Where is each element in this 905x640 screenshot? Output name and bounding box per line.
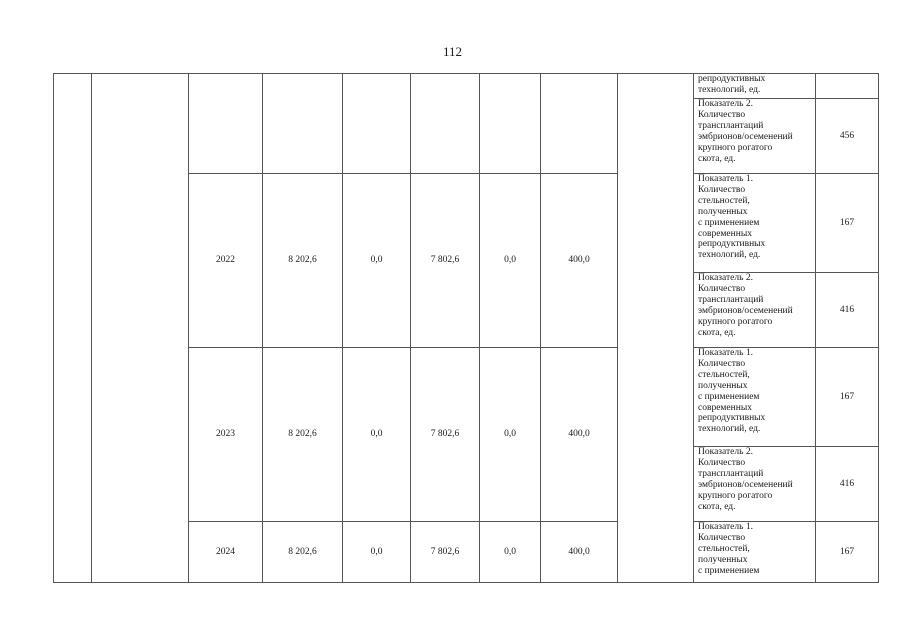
indicator-text: Показатель 2. Количество трансплантаций эмбрионов/осеменений крупного рогатого скота, ед. [694, 99, 816, 174]
regional-cell: 7 802,6 [411, 522, 480, 583]
responsible-cell [618, 74, 694, 583]
total-cell: 8 202,6 [263, 348, 343, 522]
local-cell: 0,0 [480, 348, 541, 522]
indicator-value: 416 [816, 273, 879, 348]
extrabudget-cell [541, 74, 618, 174]
name-cell [92, 74, 189, 583]
regional-cell [411, 74, 480, 174]
indicator-text: Показатель 1. Количество стельностей, полученных с применением [694, 522, 816, 583]
indicator-text: репродуктивных технологий, ед. [694, 74, 816, 99]
federal-cell: 0,0 [343, 522, 411, 583]
indicator-value: 167 [816, 348, 879, 447]
extrabudget-cell: 400,0 [541, 174, 618, 348]
total-cell: 8 202,6 [263, 522, 343, 583]
number-cell [54, 74, 92, 583]
year-cell: 2022 [189, 174, 263, 348]
federal-cell: 0,0 [343, 348, 411, 522]
total-cell [263, 74, 343, 174]
regional-cell: 7 802,6 [411, 348, 480, 522]
indicator-value: 416 [816, 447, 879, 522]
regional-cell: 7 802,6 [411, 174, 480, 348]
page-number: 112 [442, 44, 463, 59]
year-cell: 2024 [189, 522, 263, 583]
indicator-value: 167 [816, 174, 879, 273]
budget-table [53, 73, 879, 583]
year-cell: 2023 [189, 348, 263, 522]
indicator-value: 167 [816, 522, 879, 583]
year-cell [189, 74, 263, 174]
local-cell: 0,0 [480, 174, 541, 348]
indicator-text: Показатель 1. Количество стельностей, полученных с применением современных репродуктивных технологий, ед. [694, 174, 816, 273]
extrabudget-cell: 400,0 [541, 348, 618, 522]
indicator-text: Показатель 1. Количество стельностей, полученных с применением современных репродуктивных технологий, ед. [694, 348, 816, 447]
indicator-value: 456 [816, 99, 879, 174]
indicator-text: Показатель 2. Количество трансплантаций эмбрионов/осеменений крупного рогатого скота, ед. [694, 273, 816, 348]
indicator-value [816, 74, 879, 99]
indicator-text: Показатель 2. Количество трансплантаций эмбрионов/осеменений крупного рогатого скота, ед. [694, 447, 816, 522]
local-cell: 0,0 [480, 522, 541, 583]
total-cell: 8 202,6 [263, 174, 343, 348]
extrabudget-cell: 400,0 [541, 522, 618, 583]
table-row [54, 74, 879, 99]
federal-cell: 0,0 [343, 174, 411, 348]
federal-cell [343, 74, 411, 174]
local-cell [480, 74, 541, 174]
